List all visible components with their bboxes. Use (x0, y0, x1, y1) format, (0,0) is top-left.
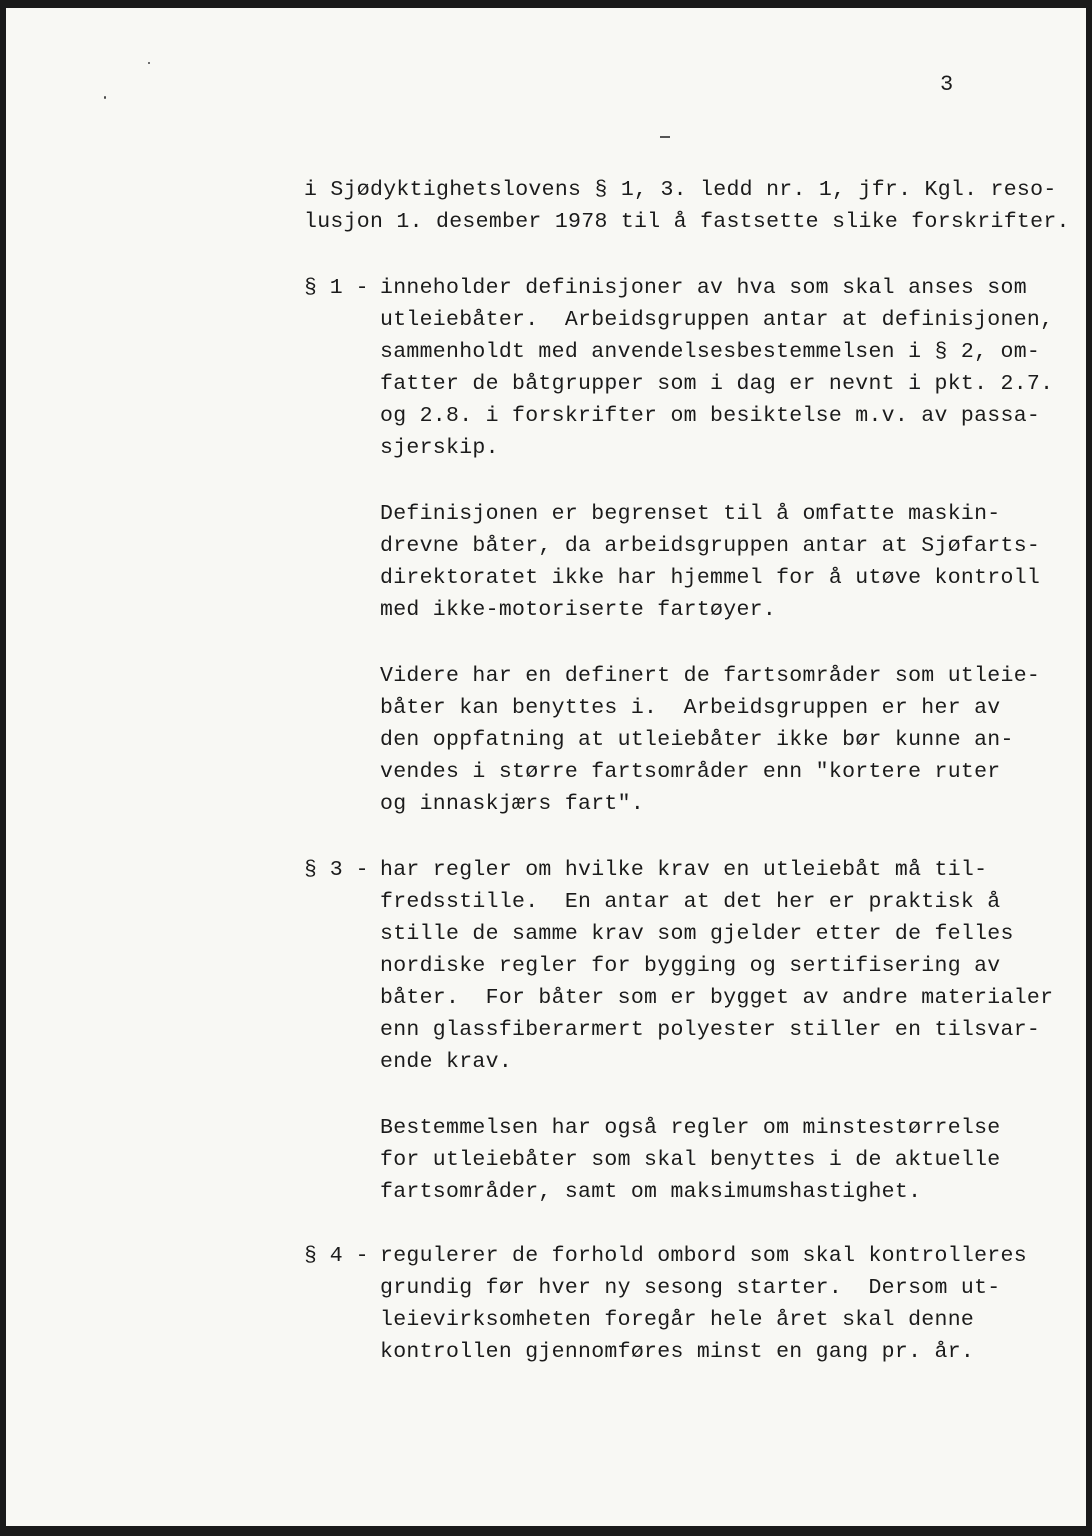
body-line: fatter de båtgrupper som i dag er nevnt i pkt. 2.7. (380, 372, 1054, 396)
body-line: båter kan benyttes i. Arbeidsgruppen er her av (380, 696, 1001, 720)
body-line: leievirksomheten foregår hele året skal denne (380, 1308, 975, 1332)
document-page (6, 8, 1086, 1526)
section-marker: § 3 - (304, 858, 369, 882)
body-line: stille de samme krav som gjelder etter de felles (380, 922, 1014, 946)
body-line: sammenholdt med anvendelsesbestemmelsen i § 2, om- (380, 340, 1041, 364)
body-line: regulerer de forhold ombord som skal kontrolleres (380, 1244, 1027, 1268)
intro-line: lusjon 1. desember 1978 til å fastsette slike forskrifter. (304, 210, 1070, 234)
body-line: ende krav. (380, 1050, 513, 1074)
body-line: kontrollen gjennomføres minst en gang pr. år. (380, 1340, 975, 1364)
scan-speck (148, 62, 150, 64)
body-line: for utleiebåter som skal benyttes i de aktuelle (380, 1148, 1001, 1172)
body-line: direktoratet ikke har hjemmel for å utøve kontroll (380, 566, 1041, 590)
body-line: nordiske regler for bygging og sertifisering av (380, 954, 1001, 978)
body-line: og innaskjærs fart". (380, 792, 645, 816)
intro-line: i Sjødyktighetslovens § 1, 3. ledd nr. 1, jfr. Kgl. reso- (304, 178, 1057, 202)
scan-speck (104, 96, 106, 99)
body-line: enn glassfiberarmert polyester stiller en tilsvar- (380, 1018, 1041, 1042)
body-line: fartsområder, samt om maksimumshastighet. (380, 1180, 922, 1204)
body-line: grundig før hver ny sesong starter. Dersom ut- (380, 1276, 1001, 1300)
body-line: vendes i større fartsområder enn "kortere ruter (380, 760, 1001, 784)
body-line: og 2.8. i forskrifter om besiktelse m.v. av passa- (380, 404, 1041, 428)
body-line: den oppfatning at utleiebåter ikke bør kunne an- (380, 728, 1014, 752)
body-line: fredsstille. En antar at det her er praktisk å (380, 890, 1001, 914)
page-number: 3 (940, 72, 954, 97)
scan-mark (660, 136, 670, 138)
section-marker: § 4 - (304, 1244, 369, 1268)
body-line: Videre har en definert de fartsområder som utleie- (380, 664, 1041, 688)
body-line: Bestemmelsen har også regler om minstestørrelse (380, 1116, 1001, 1140)
body-line: har regler om hvilke krav en utleiebåt må til- (380, 858, 988, 882)
body-line: sjerskip. (380, 436, 499, 460)
body-line: utleiebåter. Arbeidsgruppen antar at definisjonen, (380, 308, 1054, 332)
body-line: inneholder definisjoner av hva som skal anses som (380, 276, 1027, 300)
body-line: med ikke-motoriserte fartøyer. (380, 598, 777, 622)
body-line: båter. For båter som er bygget av andre materialer (380, 986, 1054, 1010)
body-line: drevne båter, da arbeidsgruppen antar at Sjøfarts- (380, 534, 1041, 558)
body-line: Definisjonen er begrenset til å omfatte maskin- (380, 502, 1001, 526)
section-marker: § 1 - (304, 276, 369, 300)
